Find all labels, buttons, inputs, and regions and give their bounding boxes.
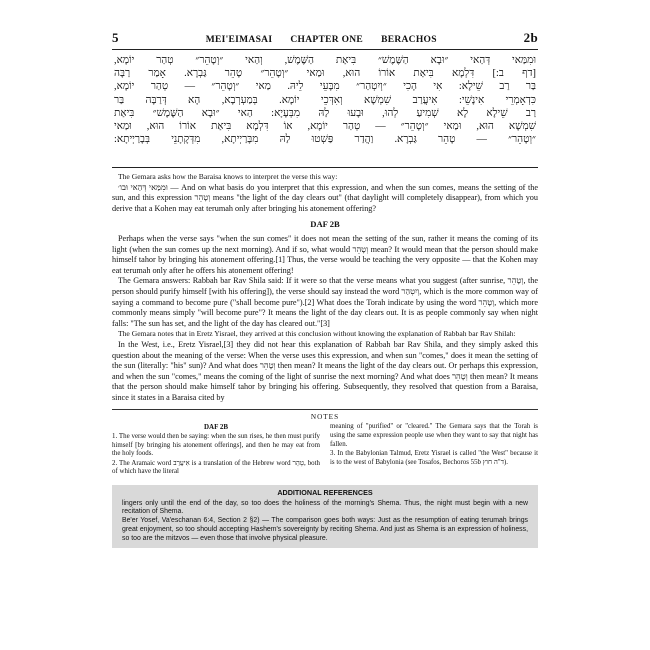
tractate-title: BERACHOS [381, 35, 437, 45]
hebrew-line: רַב שֵׁילָא לָא שְׁמִיעַ לְהוּ, וּבָעוּ לַהּ מִבְּעָיָא: הַאי ״וּבָא הַשֶּׁמֶשׁ״ בִּיאַת [114, 107, 536, 119]
folio-number: 2b [523, 30, 538, 45]
translation-paragraph: וּמִמַּאי דְּהַאי וּבו׳ — And on what basis do you interpret that this expression, and when the sun comes, means the setting of the sun, and this expression וְטָהֵר means "the light of the day clears out" (that daylight will completely disappear), from which you derive that a Kohen may eat terumah only after bringing his atonement offering? [112, 182, 538, 213]
hebrew-line: [דף ב:] דִּלְמָא בִּיאַת אוֹרוֹ הוּא, וּמַאי ״וְטָהֵר״ טָהֵר גַּבְרָא. אָמַר רַבָּה [114, 68, 536, 80]
notes-column-right [330, 423, 538, 478]
note-item: 2. The Aramaic word אִיעֲרַב is a translation of the Hebrew word טָהֵר, both of which have the literal [112, 459, 320, 476]
header-divider [112, 49, 538, 50]
chapter-title: CHAPTER ONE [290, 35, 364, 45]
daf-heading: DAF 2B [310, 219, 340, 230]
note-item: 1. The verse would then be saying: when the sun rises, he then must purify himself [by bringing his atonement offerings], and then he may eat from the holy foods. [112, 433, 320, 458]
reference-paragraph: Be'er Yosef, Va'eschanan 6:4, Section 2 §2) — The comparison goes both ways: Just as the resumption of eating terumah brings great enjoyment, so too should accepting Hashem's sovereignty by reciting Shema. And just as Shema is an expression of holiness, so too are the mitzvos — even those that involve physical pleasure. [122, 517, 528, 542]
note-item: 3. In the Babylonian Talmud, Eretz Yisrael is called "the West" because it is to the west of Babylonia (see Tosafos, Bechoros 55b ד"ה חוץ). [330, 450, 538, 466]
page [112, 30, 538, 630]
hebrew-line: וּמִמַּאי דְּהַאי ״וּבָא הַשֶּׁמֶשׁ״ בִּיאַת הַשֶּׁמֶשׁ, וְהַאי ״וְטָהֵר״ טְהַר יוֹמָא, [114, 55, 536, 66]
additional-references-box [112, 485, 538, 548]
notes-daf-label: DAF 2B [203, 423, 229, 432]
hebrew-line: שִׁמְשָׁא הוּא, וּמַאי ״וְטָהֵר״ — טְהַר יוֹמָא, אוֹ דִּלְמָא בִּיאַת אוֹרוֹ הוּא, וּמַאי [114, 121, 536, 133]
translation-paragraph: The Gemara answers: Rabbah bar Rav Shila said: If it were so that the verse means what you suggest (after sunrise, וְטָהֵר, the person should purify himself [with his offering]), the verse should say instead the word וְיִטְהַר, which is the more common way of saying a command to become pure ("shall become pure").[2] What does the Torah indicate by using the word וְטָהֵר, which more commonly means simply "will become pure"? It means the light of the day clears out. It is as people commonly say when night falls: "The sun has set, and the light of the day has cleared out."[3] [112, 276, 538, 328]
translation-paragraph: Perhaps when the verse says "when the sun comes" it does not mean the setting of the sun, rather it means the coming of its light (when the sun comes up the next morning). And if so, what would וְטָהֵר mean? It would mean that the person should make himself tahor by bringing his atonement offering.[1] Thus, the verse would be teaching the very opposite — that the Kohen may eat terumah only after he offers his atonement offering! [112, 233, 538, 275]
notes-title: NOTES [310, 413, 340, 422]
gemara-hebrew-text [112, 54, 538, 164]
additional-references-title: ADDITIONAL REFERENCES [277, 488, 373, 498]
hebrew-line: ״וְטָהֵר״ — טָהֵר גַּבְרָא. וַהֲדַר פַּשְׁטוּ לַהּ מִבָּרַיְיתָא, מִדְּקָתָנֵי בְּבָרַיְיתָא: [114, 134, 536, 146]
notes-divider [112, 409, 538, 410]
hebrew-line: בַּר רַב שֵׁילָא: אִי הָכִי ״וְיִטְהַר״ מִבָּעֵי לֵיהּ. מַאי ״וְטָהֵר״ — טְהַר יוֹמָא, [114, 81, 536, 93]
english-translation [112, 172, 538, 403]
translation-intro: The Gemara asks how the Baraisa knows to interpret the verse this way: [118, 172, 338, 181]
page-number: 5 [112, 30, 119, 45]
translation-paragraph: In the West, i.e., Eretz Yisrael,[3] they did not hear this explanation of Rabbah bar Rav Shila, and they simply asked this question about the meaning of the verse: When the verse uses this expression, and when sun "comes," does it mean the setting of the sun (literally: "his" sun)? And what does וְטָהֵר then mean? It means the light of the day clears out. Or perhaps this expression, and when the sun "comes," means the coming of the light of sunrise the next morning? And what does וְטָהֵר then mean? It means that the person should make himself tahor by bringing his offering. Subsequently, they resolved that question from a Baraisa, since it states in a Baraisa cited by [112, 339, 538, 402]
page-header [112, 30, 538, 46]
book-title: MEI'EIMASAI [205, 35, 273, 45]
hebrew-line: כִּדְאָמְרֵי אִינָשֵׁי: אִיעֲרַב שִׁמְשָׁא וְאִדְּכֵי יוֹמָא. בְּמַעְרְבָא, הָא דְּרַבָּה בַּר [114, 94, 536, 106]
note-item: meaning of "purified" or "cleared." The Gemara says that the Torah is using the same expression people use when they want to say that night has fallen. [330, 423, 538, 448]
translation-paragraph: The Gemara notes that in Eretz Yisrael, they arrived at this conclusion without knowing the explanation of Rabbah bar Rav Shilah: [118, 329, 516, 339]
notes-section [112, 423, 538, 478]
notes-column-left [112, 423, 320, 478]
running-title [206, 35, 437, 45]
hebrew-divider [112, 167, 538, 168]
reference-paragraph: lingers only until the end of the day, so too does the holiness of the morning's Shema. Thus, the night must begin with a new recitation of Shema. [122, 499, 528, 516]
